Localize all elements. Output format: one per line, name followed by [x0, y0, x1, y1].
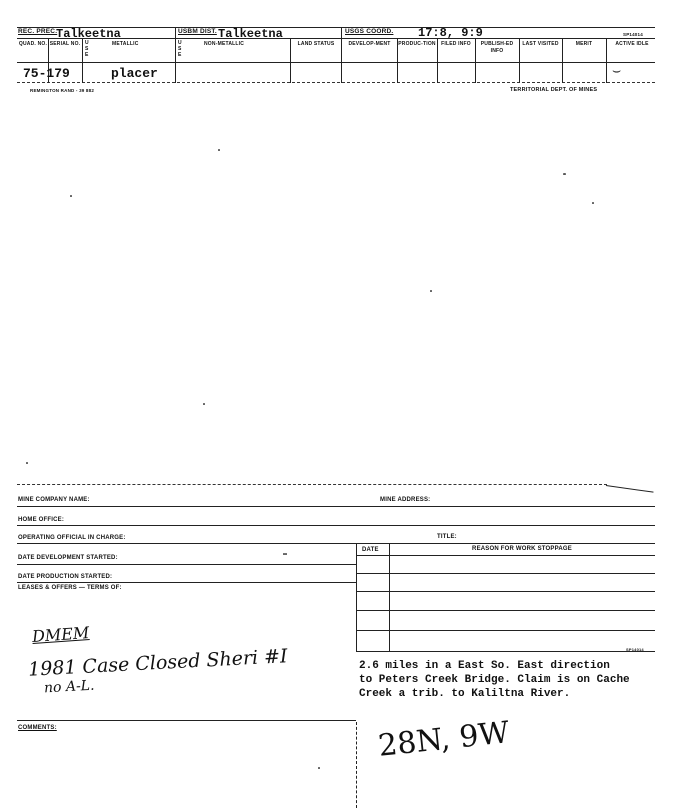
record-metallic: placer: [111, 66, 158, 81]
typed-note-line-1: 2.6 miles in a East So. East direction: [359, 660, 610, 672]
scan-speck: [203, 403, 205, 405]
stoppage-row-line: [356, 630, 655, 631]
scan-speck: [70, 195, 72, 197]
field-line: [17, 525, 655, 526]
operating-official-label: OPERATING OFFICIAL IN CHARGE:: [18, 535, 126, 541]
stoppage-row-line: [356, 591, 655, 592]
printer-imprint: REMINGTON RAND - 39 882: [30, 88, 95, 93]
stoppage-row-line: [356, 651, 655, 652]
stoppage-table-left-border: [356, 543, 357, 652]
stoppage-date-header: DATE: [362, 547, 379, 553]
form-number: SP14014: [623, 32, 643, 37]
usbm-dist-value: Talkeetna: [218, 27, 283, 41]
field-line: [17, 506, 655, 507]
active-idle-mark: ⌣: [612, 62, 622, 78]
stoppage-form-number: SP14014: [626, 647, 644, 652]
field-line: [17, 543, 655, 544]
field-line: [17, 582, 356, 583]
mine-address-label: MINE ADDRESS:: [380, 497, 431, 503]
home-office-label: HOME OFFICE:: [18, 517, 65, 523]
col-divider: [606, 38, 607, 83]
stoppage-row-line: [356, 610, 655, 611]
stoppage-reason-header: REASON FOR WORK STOPPAGE: [472, 546, 572, 552]
usbm-dist-label: USBM DIST.: [178, 28, 217, 35]
usgs-coord-label: USGS COORD.: [345, 28, 394, 35]
col-divider: [175, 27, 176, 83]
rec-prec-label: REC. PREC.: [18, 28, 58, 35]
scan-speck: [563, 173, 566, 175]
col-use-flag-2: U S E: [178, 40, 182, 58]
column-header-divider: [17, 62, 655, 63]
scan-speck: [26, 462, 28, 464]
col-quad-no: QUAD. NO.: [18, 41, 48, 47]
scan-speck: [218, 149, 220, 151]
scan-speck: [318, 767, 320, 769]
field-line: [17, 564, 356, 565]
leases-offers-label: LEASES & OFFERS — TERMS OF:: [18, 585, 122, 591]
rec-prec-value: Talkeetna: [56, 27, 121, 41]
typed-note-line-3: Creek a trib. to Kaliltna River.: [359, 688, 571, 700]
stoppage-table-date-divider: [389, 543, 390, 652]
col-development: DEVELOP-MENT: [348, 41, 391, 47]
col-last-visited: LAST VISITED: [522, 41, 559, 47]
territorial-dept-label: TERRITORIAL DEPT. OF MINES: [510, 87, 598, 93]
date-development-started-label: DATE DEVELOPMENT STARTED:: [18, 555, 118, 561]
handwritten-location: 28N, 9W: [376, 715, 511, 764]
usgs-coord-value: 17:8, 9:9: [418, 26, 483, 40]
date-production-started-label: DATE PRODUCTION STARTED:: [18, 574, 113, 580]
stoppage-row-line: [356, 573, 655, 574]
col-divider: [290, 38, 291, 83]
scan-speck: [592, 202, 594, 204]
col-divider: [437, 38, 438, 83]
mine-company-name-label: MINE COMPANY NAME:: [18, 497, 90, 503]
scan-speck: [285, 553, 287, 555]
comments-divider: [356, 722, 357, 808]
col-land-status: LAND STATUS: [297, 41, 335, 47]
handwritten-case-closed: 1981 Case Closed Sheri #I: [27, 645, 289, 681]
col-production: PRODUC-TION: [398, 41, 436, 47]
typed-note-line-2: to Peters Creek Bridge. Claim is on Cache: [359, 674, 630, 686]
form-top-dashed-line: [17, 484, 607, 485]
col-serial-no: SERIAL NO.: [49, 41, 81, 47]
record-quad-serial: 75-179: [23, 66, 70, 81]
col-metallic: METALLIC: [112, 41, 139, 47]
col-filed-info: FILED INFO: [441, 41, 471, 47]
stoppage-row-line: [356, 555, 655, 556]
title-label: TITLE:: [437, 534, 457, 540]
comments-top-line: [17, 720, 356, 721]
col-published-info: PUBLISH-ED INFO: [480, 41, 514, 54]
col-divider: [341, 27, 342, 83]
col-active-idle: ACTIVE IDLE: [615, 41, 649, 47]
col-non-metallic: NON-METALLIC: [204, 41, 245, 47]
handwritten-dmem: DMEM: [31, 623, 90, 646]
record-bottom-line: [17, 82, 655, 83]
scan-speck: [430, 290, 432, 292]
col-merit: MERIT: [575, 41, 593, 47]
comments-label: COMMENTS:: [18, 725, 57, 731]
torn-corner: [604, 485, 653, 503]
col-use-flag: U S E: [85, 40, 89, 58]
handwritten-no-al: no A-L.: [43, 677, 95, 697]
col-divider: [82, 38, 83, 83]
